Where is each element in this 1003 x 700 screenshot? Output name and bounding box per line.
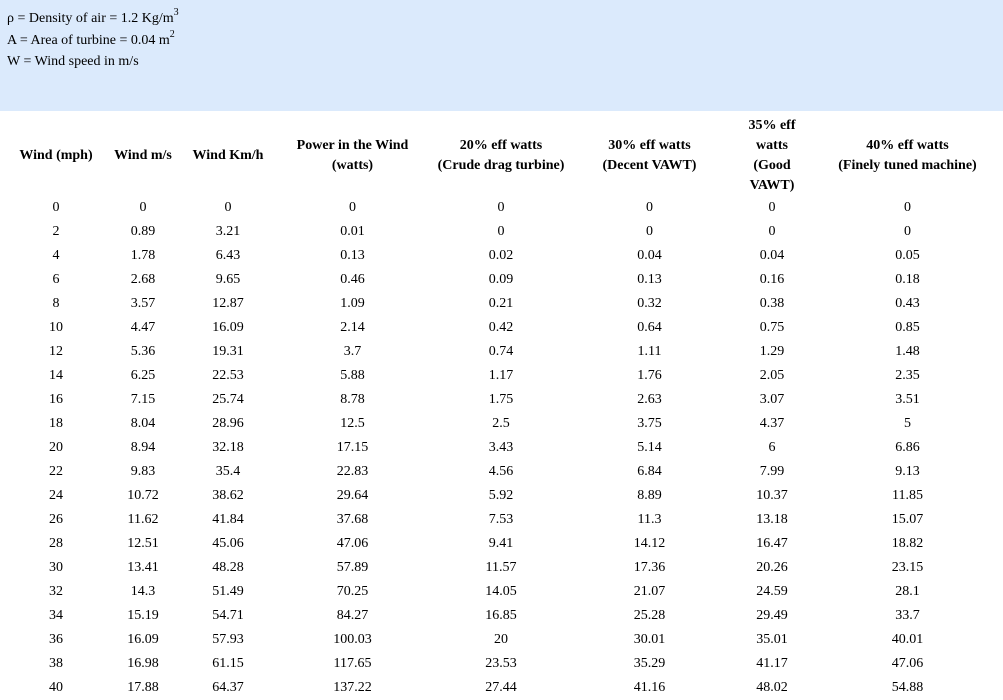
table-cell-eff-30: 17.36 — [633, 560, 666, 575]
table-cell-eff-20: 14.05 — [485, 584, 517, 599]
table-cell-eff-30: 0.13 — [637, 272, 662, 287]
table-cell-wind-kmh: 41.84 — [212, 512, 244, 527]
table-cell-wind-ms: 7.15 — [130, 392, 156, 407]
table-cell-eff-20: 7.53 — [488, 512, 514, 527]
header-row — [12, 116, 1003, 196]
table-cell-wind-ms: 2.68 — [130, 272, 156, 287]
table-cell-wind-mph: 38 — [49, 656, 63, 671]
legend-area-exponent: 2 — [169, 28, 175, 40]
table-row — [12, 580, 1003, 604]
table-cell-eff-20: 0.74 — [488, 344, 514, 359]
table-cell-wind-mph: 8 — [52, 296, 60, 311]
table-row — [12, 532, 1003, 556]
table-cell-eff-20: 16.85 — [485, 608, 517, 623]
table-row — [12, 364, 1003, 388]
table-cell-eff-35: 29.49 — [756, 608, 788, 623]
table-cell-eff-20: 0 — [497, 224, 505, 239]
table-cell-eff-40: 5 — [904, 416, 911, 431]
table-cell-eff-35: 2.05 — [759, 368, 785, 383]
table-row — [12, 244, 1003, 268]
table-cell-wind-mph: 28 — [49, 536, 63, 551]
table-cell-wind-kmh: 0 — [224, 200, 232, 215]
column-header-wind-kmh — [186, 116, 270, 196]
table-cell-wind-mph: 24 — [49, 488, 63, 503]
legend-area-text: A = Area of turbine = 0.04 m — [7, 32, 170, 48]
table-cell-wind-kmh: 64.37 — [212, 680, 244, 695]
column-header-line2: (Finely tuned machine) — [838, 158, 977, 173]
column-header-line2: (watts) — [331, 158, 374, 173]
table-cell-eff-40: 6.86 — [895, 440, 920, 455]
table-row — [12, 604, 1003, 628]
table-row — [12, 484, 1003, 508]
table-cell-wind-mph: 10 — [49, 320, 63, 335]
column-header-line1: Power in the Wind — [296, 138, 409, 153]
table-cell-power-in-wind: 29.64 — [336, 488, 369, 503]
table-row — [12, 508, 1003, 532]
table-cell-eff-40: 0 — [904, 224, 911, 239]
table-cell-wind-mph: 0 — [52, 200, 60, 215]
table-row — [12, 388, 1003, 412]
table-cell-eff-40: 15.07 — [891, 512, 924, 527]
table-cell-power-in-wind: 1.09 — [340, 296, 365, 311]
table-cell-wind-mph: 40 — [49, 680, 63, 695]
column-header-line1: 20% eff watts — [459, 138, 543, 153]
table-cell-eff-20: 4.56 — [488, 464, 514, 479]
table-cell-eff-20: 27.44 — [485, 680, 517, 695]
table-cell-power-in-wind: 17.15 — [336, 440, 369, 455]
table-cell-eff-30: 0 — [646, 224, 653, 239]
table-body — [12, 196, 1003, 700]
table-cell-wind-ms: 5.36 — [130, 344, 156, 359]
table-cell-power-in-wind: 0.46 — [340, 272, 365, 287]
table-cell-eff-35: 0.38 — [759, 296, 785, 311]
table-cell-eff-20: 1.75 — [488, 392, 514, 407]
table-cell-eff-20: 23.53 — [485, 656, 517, 671]
table-cell-eff-30: 25.28 — [633, 608, 666, 623]
table-cell-wind-ms: 4.47 — [130, 320, 156, 335]
legend-density — [7, 8, 1003, 30]
table-cell-eff-40: 1.48 — [895, 344, 920, 359]
table-cell-power-in-wind: 47.06 — [336, 536, 369, 551]
table-cell-wind-ms: 0 — [139, 200, 147, 215]
table-cell-wind-ms: 14.3 — [130, 584, 156, 599]
legend-density-text: ρ = Density of air = 1.2 Kg/m — [7, 11, 174, 26]
table-cell-wind-kmh: 38.62 — [212, 488, 244, 503]
table-cell-eff-30: 11.3 — [637, 512, 662, 527]
legend-wind-speed: W = Wind speed in m/s — [7, 54, 139, 69]
table-cell-eff-20: 20 — [494, 632, 508, 647]
table-cell-eff-35: 0.16 — [759, 272, 785, 287]
table-cell-eff-35: 7.99 — [759, 464, 785, 479]
column-header-eff-35 — [732, 116, 812, 196]
table-cell-power-in-wind: 37.68 — [336, 512, 369, 527]
table-cell-wind-kmh: 51.49 — [212, 584, 244, 599]
table-cell-eff-40: 9.13 — [895, 464, 920, 479]
table-cell-wind-mph: 30 — [49, 560, 63, 575]
table-cell-eff-40: 0.43 — [895, 296, 920, 311]
table-cell-wind-mph: 6 — [52, 272, 60, 287]
table-cell-eff-40: 18.82 — [891, 536, 924, 551]
table-row — [12, 316, 1003, 340]
table-cell-power-in-wind: 3.7 — [343, 344, 362, 359]
table-cell-power-in-wind: 5.88 — [340, 368, 365, 383]
table-cell-wind-mph: 26 — [49, 512, 63, 527]
table-cell-eff-30: 5.14 — [637, 440, 662, 455]
table-cell-wind-kmh: 3.21 — [215, 224, 241, 239]
table-cell-wind-ms: 17.88 — [127, 680, 159, 695]
table-cell-wind-mph: 34 — [49, 608, 63, 623]
table-cell-power-in-wind: 57.89 — [336, 560, 369, 575]
table-cell-eff-40: 0.85 — [895, 320, 920, 335]
column-header-eff-40 — [812, 116, 1003, 196]
table-cell-wind-ms: 11.62 — [127, 512, 159, 527]
column-header-line1: 40% eff watts — [866, 138, 949, 153]
column-header-power-in-wind — [270, 116, 435, 196]
table-cell-wind-kmh: 6.43 — [215, 248, 241, 263]
table-cell-wind-ms: 3.57 — [130, 296, 156, 311]
table-cell-eff-30: 1.76 — [637, 368, 662, 383]
table-cell-eff-20: 2.5 — [492, 416, 510, 431]
table-cell-wind-kmh: 16.09 — [212, 320, 244, 335]
table-cell-wind-mph: 32 — [49, 584, 63, 599]
column-header-line1: Wind Km/h — [192, 148, 264, 163]
table-cell-eff-20: 9.41 — [488, 536, 514, 551]
table-cell-wind-mph: 14 — [49, 368, 63, 383]
table-cell-wind-kmh: 45.06 — [212, 536, 244, 551]
table-cell-eff-40: 54.88 — [891, 680, 924, 695]
table-cell-eff-20: 3.43 — [488, 440, 514, 455]
table-cell-eff-35: 41.17 — [756, 656, 788, 671]
table-cell-wind-ms: 13.41 — [127, 560, 159, 575]
table-cell-eff-35: 6 — [768, 440, 776, 455]
table-cell-eff-30: 14.12 — [633, 536, 666, 551]
table-cell-wind-kmh: 32.18 — [212, 440, 244, 455]
legend-panel — [0, 0, 1003, 111]
table-cell-wind-ms: 6.25 — [130, 368, 156, 383]
table-cell-eff-30: 35.29 — [633, 656, 666, 671]
wind-power-table — [12, 116, 1003, 700]
table-cell-wind-ms: 15.19 — [127, 608, 159, 623]
table-cell-eff-40: 40.01 — [891, 632, 924, 647]
table-cell-wind-mph: 4 — [52, 248, 60, 263]
table-cell-eff-35: 0.04 — [759, 248, 785, 263]
table-cell-wind-ms: 1.78 — [130, 248, 156, 263]
table-cell-eff-20: 0.42 — [488, 320, 514, 335]
table-row — [12, 628, 1003, 652]
table-cell-eff-30: 0.04 — [637, 248, 662, 263]
table-cell-wind-ms: 8.94 — [130, 440, 156, 455]
table-cell-eff-40: 11.85 — [892, 488, 923, 503]
table-cell-wind-kmh: 9.65 — [215, 272, 241, 287]
table-cell-eff-35: 3.07 — [759, 392, 785, 407]
table-cell-power-in-wind: 0.13 — [340, 248, 365, 263]
legend-density-exponent: 3 — [173, 7, 179, 19]
table-cell-eff-40: 2.35 — [895, 368, 920, 383]
table-cell-wind-kmh: 35.4 — [215, 464, 241, 479]
table-cell-wind-kmh: 25.74 — [212, 392, 244, 407]
legend-area — [7, 30, 1003, 52]
table-cell-power-in-wind: 100.03 — [333, 632, 372, 647]
table-cell-power-in-wind: 12.5 — [340, 416, 365, 431]
table-cell-eff-40: 0 — [904, 200, 911, 215]
table-cell-eff-30: 21.07 — [633, 584, 666, 599]
table-row — [12, 676, 1003, 700]
table-row — [12, 412, 1003, 436]
column-header-line1: Wind (mph) — [19, 148, 93, 163]
table-cell-wind-kmh: 48.28 — [212, 560, 244, 575]
table-cell-eff-30: 30.01 — [633, 632, 666, 647]
table-row — [12, 436, 1003, 460]
table-cell-eff-20: 1.17 — [488, 368, 514, 383]
table-cell-eff-30: 0.32 — [637, 296, 662, 311]
table-cell-eff-20: 11.57 — [485, 560, 517, 575]
table-row — [12, 652, 1003, 676]
table-cell-eff-30: 41.16 — [633, 680, 666, 695]
table-cell-wind-mph: 2 — [52, 224, 60, 239]
table-cell-eff-35: 20.26 — [756, 560, 788, 575]
table-cell-eff-40: 0.05 — [895, 248, 920, 263]
table-cell-power-in-wind: 0.01 — [340, 224, 365, 239]
table-cell-eff-35: 0.75 — [759, 320, 785, 335]
table-cell-eff-35: 0 — [768, 224, 776, 239]
table-cell-eff-35: 48.02 — [756, 680, 788, 695]
table-cell-power-in-wind: 137.22 — [333, 680, 372, 695]
table-cell-eff-40: 23.15 — [891, 560, 924, 575]
table-cell-eff-30: 0 — [646, 200, 653, 215]
table-cell-power-in-wind: 2.14 — [340, 320, 365, 335]
table-container — [0, 111, 1003, 695]
table-cell-eff-20: 0.21 — [488, 296, 514, 311]
table-cell-eff-35: 16.47 — [756, 536, 788, 551]
table-cell-wind-mph: 16 — [49, 392, 63, 407]
table-cell-wind-mph: 36 — [49, 632, 63, 647]
table-cell-wind-ms: 9.83 — [130, 464, 156, 479]
table-cell-wind-mph: 18 — [49, 416, 63, 431]
table-cell-eff-30: 3.75 — [637, 416, 662, 431]
table-cell-eff-40: 33.7 — [895, 608, 920, 623]
table-cell-wind-kmh: 61.15 — [212, 656, 244, 671]
table-row — [12, 220, 1003, 244]
table-cell-eff-40: 47.06 — [891, 656, 924, 671]
table-row — [12, 196, 1003, 220]
table-cell-eff-20: 0.09 — [488, 272, 514, 287]
column-header-eff-30 — [567, 116, 732, 196]
table-row — [12, 556, 1003, 580]
table-cell-power-in-wind: 0 — [349, 200, 356, 215]
table-cell-eff-20: 5.92 — [488, 488, 514, 503]
table-row — [12, 460, 1003, 484]
table-row — [12, 340, 1003, 364]
table-cell-eff-20: 0.02 — [488, 248, 514, 263]
table-cell-eff-30: 6.84 — [637, 464, 662, 479]
column-header-line2: (Decent VAWT) — [602, 158, 697, 173]
table-cell-eff-30: 1.11 — [637, 344, 662, 359]
table-cell-eff-35: 10.37 — [756, 488, 788, 503]
column-header-line1: 30% eff watts — [608, 138, 691, 153]
table-cell-power-in-wind: 70.25 — [336, 584, 369, 599]
table-row — [12, 292, 1003, 316]
table-row — [12, 268, 1003, 292]
table-cell-power-in-wind: 22.83 — [336, 464, 369, 479]
column-header-wind-mph — [12, 116, 100, 196]
table-cell-eff-35: 4.37 — [759, 416, 785, 431]
column-header-line1: 35% eff watts — [748, 118, 796, 153]
table-cell-wind-kmh: 12.87 — [212, 296, 244, 311]
column-header-wind-ms — [100, 116, 186, 196]
table-cell-eff-40: 28.1 — [895, 584, 920, 599]
table-cell-wind-ms: 16.09 — [127, 632, 159, 647]
column-header-line1: Wind m/s — [114, 148, 172, 163]
table-cell-eff-35: 35.01 — [756, 632, 788, 647]
column-header-line2: (Good VAWT) — [749, 158, 795, 193]
table-cell-wind-kmh: 54.71 — [212, 608, 244, 623]
table-cell-eff-40: 3.51 — [895, 392, 920, 407]
table-cell-eff-30: 8.89 — [637, 488, 662, 503]
table-cell-wind-mph: 22 — [49, 464, 63, 479]
table-cell-eff-35: 1.29 — [759, 344, 785, 359]
table-cell-eff-35: 13.18 — [756, 512, 788, 527]
table-cell-power-in-wind: 84.27 — [336, 608, 369, 623]
table-cell-wind-kmh: 19.31 — [212, 344, 244, 359]
table-cell-wind-mph: 12 — [49, 344, 63, 359]
table-cell-eff-30: 2.63 — [637, 392, 662, 407]
table-cell-wind-ms: 0.89 — [130, 224, 156, 239]
column-header-eff-20 — [435, 116, 567, 196]
table-cell-wind-ms: 10.72 — [127, 488, 159, 503]
table-cell-wind-mph: 20 — [49, 440, 63, 455]
table-cell-power-in-wind: 117.65 — [333, 656, 372, 671]
table-cell-eff-20: 0 — [497, 200, 505, 215]
table-cell-wind-kmh: 22.53 — [212, 368, 244, 383]
table-cell-eff-35: 24.59 — [756, 584, 788, 599]
table-cell-wind-kmh: 28.96 — [212, 416, 244, 431]
table-cell-wind-ms: 8.04 — [130, 416, 156, 431]
table-cell-wind-kmh: 57.93 — [212, 632, 244, 647]
table-cell-eff-35: 0 — [768, 200, 776, 215]
table-cell-wind-ms: 12.51 — [127, 536, 159, 551]
table-cell-power-in-wind: 8.78 — [340, 392, 365, 407]
table-cell-eff-30: 0.64 — [637, 320, 662, 335]
column-header-line2: (Crude drag turbine) — [437, 158, 565, 173]
table-cell-eff-40: 0.18 — [895, 272, 920, 287]
table-cell-wind-ms: 16.98 — [127, 656, 159, 671]
